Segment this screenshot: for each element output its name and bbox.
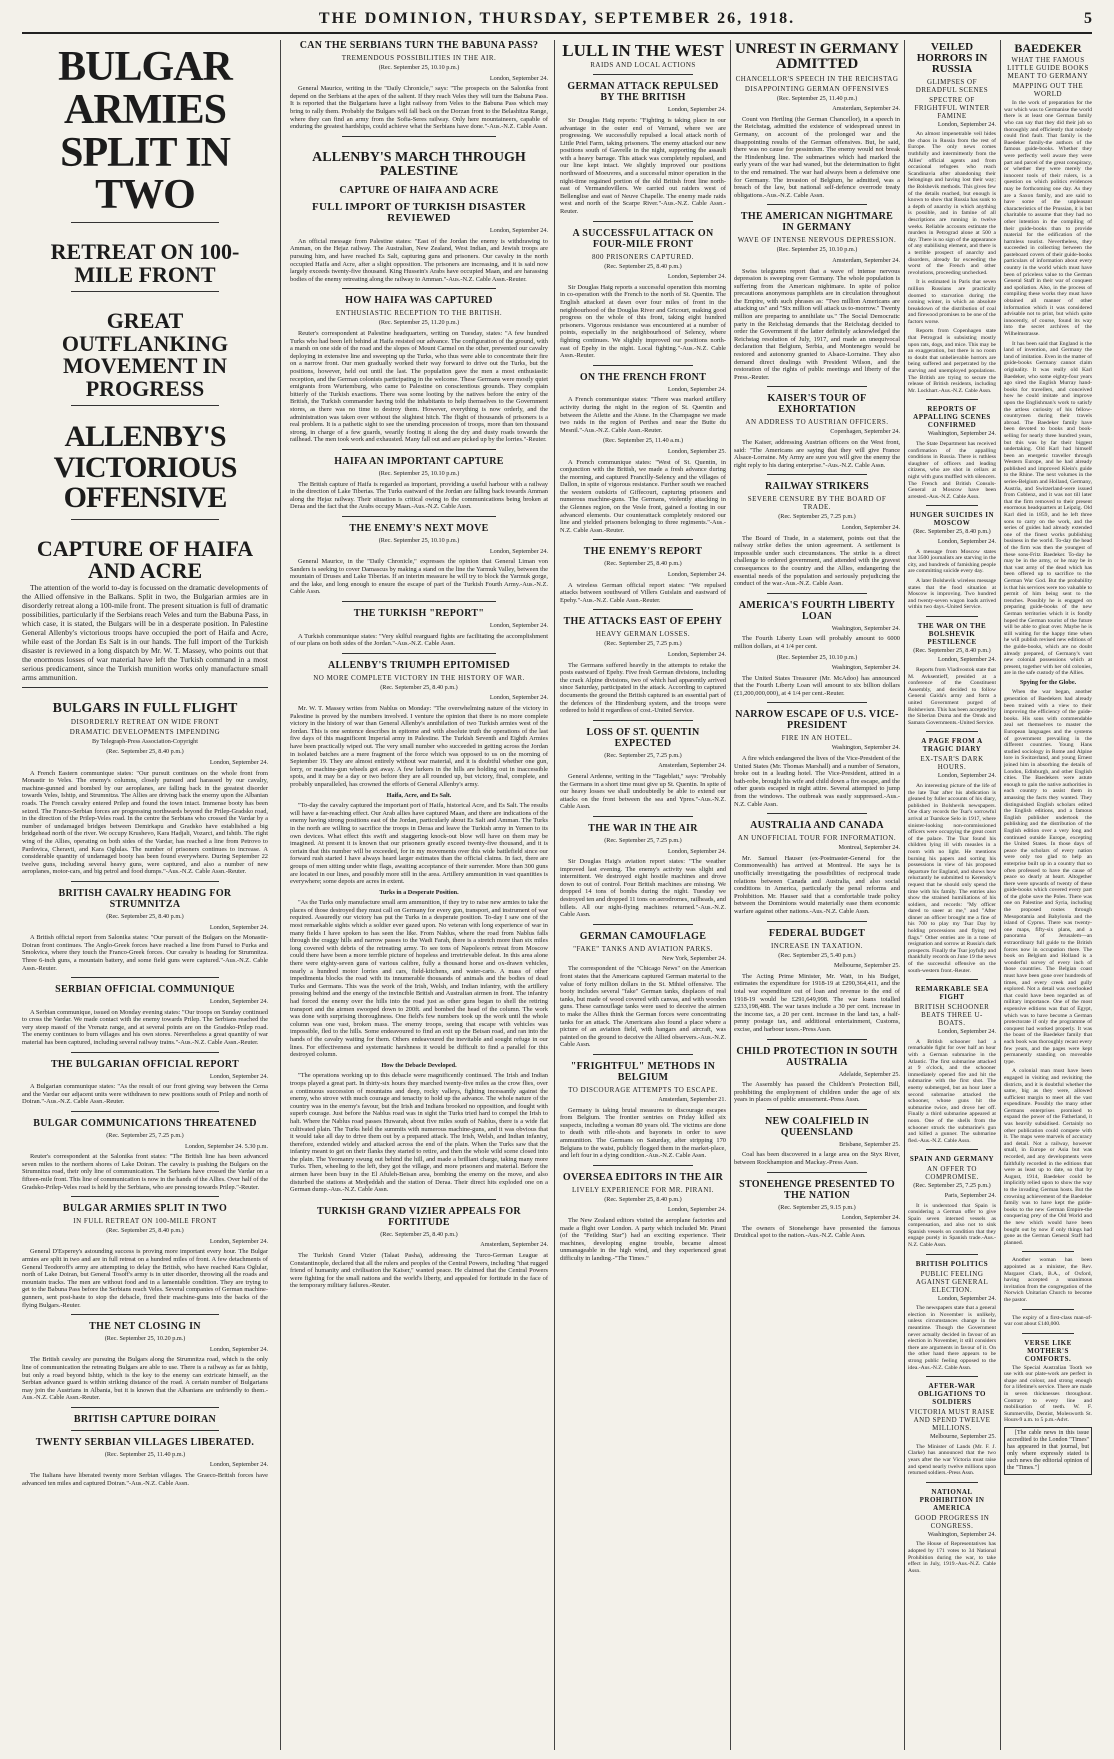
article-body: The Acting Prime Minister, Mr. Watt, in his Budget, estimates the expenditure for 1918-19 at £290,364,411, and the total war expenditure out of loan and revenue to the end of 1918-19 would be £291,649,998. The war loans totalled £233,198,488. The war taxes include a 30 per cent. increase in the income tax, a 20 per cent. increase in the land tax, a half-penny postage tax, and additional entertainment, Customs, excise, and harbour taxes.-Press Assn. bbox=[734, 972, 900, 1033]
dateline: Amsterdam, September 24. bbox=[480, 1241, 548, 1249]
dateline: Washington, September 24. bbox=[927, 1530, 996, 1538]
section-subhead: Turks in a Desperate Position. bbox=[379, 888, 459, 896]
dateline: London, September 24. bbox=[489, 694, 548, 702]
credit-line: By Telegraph-Press Association-Copyright bbox=[91, 737, 198, 745]
article-headline: THE TURKISH "REPORT" bbox=[353, 608, 485, 620]
article-headline: NARROW ESCAPE OF U.S. VICE-PRESIDENT bbox=[735, 709, 899, 732]
dateline: London, September 24. bbox=[667, 651, 726, 659]
dateline: London, September 24. bbox=[937, 656, 996, 664]
received-time: (Rec. September 25, 8.40 p.m.) bbox=[913, 646, 991, 654]
article-body: General Maurice, in the "Daily Chronicle," expresses the opinion that General Liman von Sanders is seeking to cover Damascus by making a stand on the line the Yarmuk Valley, between the mountain of Druses and Lake Tiberias. If an interim measure he will try to block the Yarmuk gorge, and the lake, and long enough to ensure the escape of part of the Turkish Fourth Army.-Aus.-N.Z. Cable Assn. bbox=[290, 558, 548, 596]
article-headline: A SUCCESSFUL ATTACK ON FOUR-MILE FRONT bbox=[572, 227, 714, 250]
article-body: The British capture of Haifa is regarded as important, providing a useful harbour with a railway in the direction of Lake Tiberias. The Turks eastward of the Jordan are falling back towards Amman along the Hejaz railway. Their situation is critical owing to the communications being broken at Deraa and the fact that the Arabs occupy Maan.-Aus.-N.Z. Cable Assn. bbox=[290, 480, 548, 511]
article-body: It is estimated in Paris that seven million Russians are practically doomed to starvation during the coming winter, in which an absolute breakdown of the distribution of coal and firewood promises to be one of the factors worse. bbox=[908, 279, 996, 325]
dateline: London, September 24. bbox=[667, 385, 726, 393]
dateline: London, September 24. bbox=[489, 74, 548, 82]
dateline: London, September 25. bbox=[667, 447, 726, 455]
dateline: London, September 24. bbox=[667, 847, 726, 855]
received-time: (Rec. September 25, 7.25 p.m.) bbox=[604, 836, 682, 844]
article-body: The newspapers state that a general election in November is unlikely, unless circumstances change in the meantime. Though the Government never actually decided in favour of an election in November, it still considers there are arguments in favour of it. On the other hand there appears to be strong public feeling opposed to the idea.-Aus.-N.Z. Cable Assn. bbox=[908, 1305, 996, 1371]
received-time: (Rec. September 25, 8.40 p.m.) bbox=[604, 1195, 682, 1203]
article-subhead: WHAT THE FAMOUS LITTLE GUIDE BOOKS MEANT TO GERMANY bbox=[1007, 56, 1089, 81]
article-subhead: LIVELY EXPERIENCE FOR MR. PIRANI. bbox=[572, 1185, 714, 1194]
dateline: Washington, September 24. bbox=[831, 744, 900, 752]
article-headline: THE WAR ON THE BOLSHEVIK PESTILENCE bbox=[917, 621, 987, 646]
article-subhead: GLIMPSES OF DREADFUL SCENES bbox=[915, 77, 989, 94]
article-body: The Turkish Grand Vizier (Talaat Pasha), addressing the Turco-German League at Constantinople, declared that all the rulers and peoples of the Central Powers, including "that rugged friend of humanity and civilisation the Kaiser," wanted peace. He claimed that the Central Powers were fighting for the small nations and the world's liberty, and appealed for fortitude in the face of the temporary military failures.-Reuter. bbox=[290, 1252, 548, 1290]
article-subhead: "FAKE" TANKS AND AVIATION PARKS. bbox=[573, 944, 713, 953]
article-subhead: DRAMATIC DEVELOPMENTS IMPENDING bbox=[69, 727, 221, 736]
dateline: Washington, September 24. bbox=[927, 430, 996, 438]
masthead bbox=[22, 10, 1092, 34]
article-body: The Fourth Liberty Loan will probably amount to 6000 million dollars, at 4 1/4 per cent. bbox=[734, 635, 900, 650]
received-time: (Rec. September 25, 8.40 p.m.) bbox=[106, 912, 184, 920]
article-body: General D'Esperey's astounding success is proving more important every hour. The Bulgar armies are split in two and are in full retreat on a hundred miles of front. A few detachments of General Teodoroff's army are attempting to delay the British, who have reached Kara Oglular, north of Lake Doiran, but General Tosoff's army is in utter disorder, throwing all the roads and mountain tracks. The men are without food and in a lamentable condition. They are trying to get to the Babuna Pass before the Serbians reach Veles. Several companies of German machine-gunners, sent post-haste to stop the debacle, fired their machine-guns into the backs of the flying Bulgars.-Reuter. bbox=[22, 1248, 268, 1309]
article-subhead: VICTORIA MUST RAISE AND SPEND TWELVE MILLIONS. bbox=[909, 1408, 995, 1433]
article-body: A colonial man must have been engaged in visiting and revisiting the districts, and it is doubtful whether the same, big as they were, allowed sufficient margin to meet all the vast expenditure. Possibly the many other Germans enterprises promised to expand the power of the Fatherland, it was heavily subsidised. Certainly no other publication could compete with it. The maps were marvels of accuracy and detail. Not a railway, however small, in Europe or Asia but was recorded, and any developments were faithfully recorded in the editions that were as least up to date, so that by August, 1914, Baedeker could be implicitly relied upon to show the way to the invading German hosts. But the crowning achievement of the Baedeker family was to have kept the guide-books to the new German Empire-the conquering prey of the Old World and the new which would have been bought out by now if only things had gone as the German General Staff had planned. bbox=[1004, 1068, 1092, 1246]
article-body: When the war began, another generation of Baedekers had already been trained with a view to their improving the efficiency of the guide-books. His sons with commendable zeal set themselves to master the European languages and the systems of government prevailing in the different countries. Young Hans studied sociology in Rome and Alpine lore in Switzerland, and young Ernest joined him in absorbing the details of London, Edinburgh, and other English cities. The Baedekers were astute enough to gain the native authorities in each country to assist them in amassing the facts they wanted. They distinguished English scholars edited the English editions, and a famous English publisher undertook the publishing and the distribution of the English edition over a very long and continued outside Europe, excepting the United States. In those days of peace the scholars of every nation were only too glad to help an enterprise built up in a country that so often professed to have the cause of peace so dearly at heart. Altogether there were upwards of twenty of these guide-books which covered every part of the globe save the Poles. There was one on Palestine and Syria, including the proposed routes through Mesopotamia and Babylonia and the island of Cyprus. There was twenty-one maps, fifty-six plans, and a panorama of Jerusalem—an extraordinary full guide to the British forces now in occupation there. The book on Belgium and Holland is a wonderful survey of every inch of those countries. The Belgian coast must have been gone over hundreds of times, and every creek and gully explored. Not a detail was overlooked that could have been regarded as of military importance. One of the most expensive editions was that of Egypt, which was to have become a German protectorate if only the programme of conquest had worked properly. It was the boast of the Baedeker family that each book was thoroughly recast every few years, and the pages were kept permanently standing on moveable type. bbox=[1004, 689, 1092, 1065]
article-body: A Bulgarian communique states: "As the result of our front giving way between the Cerna and the Vardar our adjacent units were withdrawn to new positions south of Prilep and north of Doiran."-Aus.-N.Z. Cable Assn.-Reuter. bbox=[22, 1083, 268, 1106]
dateline: London, September 24. bbox=[667, 1206, 726, 1214]
received-time: (Rec. September 25, 7.25 p.m.) bbox=[913, 1182, 991, 1190]
article-body: The owners of Stonehenge have presented the famous Druidical spot to the nation.-Aus.-N.Z. Cable Assn. bbox=[734, 1224, 900, 1240]
dateline: Amsterdam, September 21. bbox=[658, 1095, 726, 1103]
dateline: London, September 24. bbox=[667, 106, 726, 114]
received-time: (Rec. September 25, 7.25 p.m.) bbox=[106, 1132, 184, 1140]
article-body: A French communique states: "There was marked artillery activity during the night in the region of St. Quentin and between the Ailette and the Aisne. In the Champagne we made two raids in the region of Perthes and near the Butte du Mesnil."-Aus.-N.Z. Cable Assn.-Reuter. bbox=[560, 396, 726, 434]
article-headline: BRITISH POLITICS bbox=[915, 1259, 989, 1268]
dateline: London, September 24. bbox=[937, 537, 996, 545]
article-body: Reports from Vladivostok state that M. Avksentieff, presided at a conference of the Constituent Assembly, and decided to follow General Gaida's army and form a united Government purged of Bolshevism. This has been accepted by the Siberian Duma and the Omsk and Samara Governments.-United Service. bbox=[908, 667, 996, 726]
article-headline: ON THE FRENCH FRONT bbox=[579, 371, 707, 383]
article-headline: THE ENEMY'S REPORT bbox=[583, 546, 703, 558]
article-headline: THE NET CLOSING IN bbox=[89, 1321, 201, 1333]
received-time: (Rec. September 25, 5.40 p.m.) bbox=[778, 951, 856, 959]
article-subhead: BRITISH SCHOONER BEATS THREE U-BOATS. bbox=[914, 1003, 990, 1028]
column-rule bbox=[904, 40, 905, 1750]
dateline: Amsterdam, September 24. bbox=[658, 762, 726, 770]
article-body: Sir Douglas Haig's aviation report states: "The weather improved last evening. The enemy's activity was slight and intermittent. We destroyed eight hostile machines and drove down to out of control. Four British machines are missing. We dropped 14 tons of bombs during the night. Tuesday we destroyed ten and dropped 11 tons on aerodromes, railheads, and billets. All our night-flying machines returned."-Aus.-N.Z. Cable Assn. bbox=[560, 858, 726, 919]
received-time: (Rec. September 25, 8.40 p.m.) bbox=[106, 748, 184, 756]
article-headline: VERSE LIKE MOTHER'S COMFORTS. bbox=[1024, 1338, 1072, 1363]
article-body: Another woman has been appointed as a minister, the Rev. Margaret Clark, B.A., of Oxford, having accepted a unanimous invitation from the congregation of the Norwich Unitarian Church to become the pastor. bbox=[1004, 1257, 1092, 1303]
article-headline: FEDERAL BUDGET bbox=[768, 927, 866, 939]
article-subhead: DISORDERLY RETREAT ON WIDE FRONT bbox=[70, 717, 220, 726]
article-headline: KAISER'S TOUR OF EXHORTATION bbox=[767, 393, 867, 416]
article-body: A later Bolshevik wireless message states that the food situation at Moscow is improving. Two hundred and twenty-seven wagon loads arrived within two days.-United Service. bbox=[908, 577, 996, 611]
dateline: London, September 24. bbox=[209, 759, 268, 767]
received-time: (Rec. September 25, 11.20 p.m.) bbox=[378, 319, 460, 327]
section-subhead: Haifa, Acre, and Es Salt. bbox=[386, 791, 452, 799]
editorial-note: [The cable news in this issue accredited to the London "Times" has appeared in that journal, but only where expressly stated is such news the editorial opinion of the "Times."] bbox=[1004, 1427, 1092, 1475]
column-4 bbox=[734, 40, 900, 1750]
article-body: "The operations working up to this debacle were magnificently continued. The Irish and Indian troops played a great part. In thirty-six hours they marched twenty-five miles as the crow flies, over a continuous succession of mountains and deep, rocky valleys, fighting incessantly against the enemy, who strove with much courage and tenacity to hold up the advance. The whole nature of the country was in the enemy's favour, but the Irish and Indians brooked no opposition, and fought with superb courage. Just before the Nablus road was in sight the Turks tried hard to compel the Irish to halt. Where the Nablus road passes Huwarah, about five miles south of Nablus, there is a wide flat cultivated plain. The Turks held the summits with numerous machine-guns, and it was obvious that it would take all day to drive them out by a prepared attack. The Irish, Welsh, and Indian infantry, therefore, extended widely and attacked across the end of the plain. When the Turks saw that the infantry meant to get on their flanks they started to retire, and then the whole wild scene closed into the plain. The Yeomanry swung out behind the hill, and made a brilliant charge, taking many more Turks. Then, wheeling to the left, they got the village, and more prisoners and material. Before the airmen have been busy in the El Afuleh-Beisan area, bombing the enemy on the move, and also disturbed the stations at Medjeddah and the station of Deraa. Their direct hits exploded one on a German dump.-Aus.-N.Z. Cable Assn. bbox=[290, 1072, 548, 1194]
dateline: Melbourne, September 25. bbox=[930, 1433, 996, 1441]
dateline: Washington, September 24. bbox=[831, 664, 900, 672]
received-time: (Rec. September 25, 10.10 p.m.) bbox=[776, 653, 858, 661]
column-rule bbox=[1000, 40, 1001, 1750]
article-headline: AUSTRALIA AND CANADA bbox=[750, 820, 884, 832]
article-headline: AMERICA'S FOURTH LIBERTY LOAN bbox=[738, 599, 896, 622]
dateline: London, September 24. bbox=[841, 523, 900, 531]
column-5 bbox=[908, 40, 996, 1750]
column-rule bbox=[280, 40, 281, 1750]
dateline: Paris, September 24. bbox=[944, 1191, 996, 1199]
article-body: The State Department has received confirmation of the appalling conditions in Russia. There is ruthless slaughter of officers and leading citizens, who are shot in cellars at night with guns muffled with silencers. The French and British Consuls-General at Moscow have been arrested.-Aus.-N.Z. Cable Assn. bbox=[908, 441, 996, 500]
page-number: 5 bbox=[1084, 10, 1092, 27]
article-body: Mr. W. T. Massey writes from Nablus on Monday: "The overwhelming nature of the victory in Palestine is proved by the numbers involved. I venture the opinion that there is no more complete victory in the history of war than General Allenby's annihilation of two Turkish armies west of the Jordan. This is one sentence describes in epitome and with absolute truth the operations of the last five days of this magnificent Imperial army in Palestine. The Turkish Seventh and Eighth Armies have been practically wiped out. The very small number who succeeded in getting across the Jordan in isolated batches are a mere fragment of the force which was opposed to us on the morning of September 19. They are almost entirely without war material, and it is doubtful whether one gun, lorry, or machine-gun wheels got away. A few lurkers in the hills are holding out in inaccessible spots, and it may be a day or two before they are all rounded up, but victory, final, complete, and probably unparalleled, has crowned the efforts of General Allenby's army. bbox=[290, 705, 548, 788]
article-body: "To-day the cavalry captured the important port of Haifa, historical Acre, and Es Salt. The results will have a far-reaching effect. Our Arab allies have captured Maan, and there are indications of the enemy having strong positions east of the Jordan, particularly about Es Salt and Amman. The Turks in the north are willing to sacrifice the troops in Deraa and leave the Turkish army in Yemen to its own devices. What effect this swift and staggering knock-out blow will have on them may be imagined. At present it is known that our prisoners greatly exceed twenty-five thousand, and it is certain that this number will be exceeded, for in my movements over this wide battlefield since our forward rush started I have always heard larger estimates than the official claims. In fact, there are groups of men sitting under white flags, awaiting acceptance of their surrender. More than 300 guns are located in our lines, and possibly more still in the area. Artillery ammunition in vast quantities is everywhere; some depots are acres in extent. bbox=[290, 802, 548, 886]
article-headline: UNREST IN GERMANY ADMITTED bbox=[735, 41, 899, 73]
article-body: General Ardenne, writing in the "Tageblatt," says: "Probably the Germans in a short time must give up St. Quentin. In spite of our heavy losses we shall undoubtedly be able to extend our attacks on the front between the sea and Ypres."-Aus.-N.Z. Cable Assn. bbox=[560, 772, 726, 811]
article-headline: NATIONAL PROHIBITION IN AMERICA bbox=[919, 1487, 985, 1512]
dateline: London, September 24. bbox=[937, 1294, 996, 1302]
article-headline: TWENTY SERBIAN VILLAGES LIBERATED. bbox=[35, 1436, 255, 1448]
article-body: A British official report from Salonika states: "Our pursuit of the Bulgars on the Monastir-Doiran front continues. The Anglo-Greek forces have reached a line from Fursel to Furka and Smokvica, where they touch the Franco-Greek forces. Our cavalry is heading for Strumnitza. Three 6-inch guns, a mountain battery, and some field guns were captured."-Aus.-N.Z. Cable Assn.-Reuter. bbox=[22, 934, 268, 972]
article-body: The House of Representatives has adopted by 171 votes to 34 National Prohibition during the war, to take effect in July, 1919.-Aus.-N.Z. Cable Assn. bbox=[908, 1541, 996, 1574]
article-body: An official message from Palestine states: "East of the Jordan the enemy is withdrawing to Amman, on the Hejaz railway. The Australian, New Zealand, West Indian, and Jewish troops are pursuing him, and have reached Es Salt, capturing guns and prisoners. Our cavalry in the north occupied Haifa and Acre, after a slight opposition. The prisoners are increasing, and it is said now largely exceeds twenty-five thousand. King Hussein's Arabs have occupied Maan, and are harassing bodies of the enemy retreating along the railway to Amman."-Aus.-N.Z. Cable Assn.-Reuter. bbox=[290, 237, 548, 283]
dateline: London, September 24. bbox=[489, 227, 548, 235]
dateline: London, September 24. bbox=[667, 273, 726, 281]
article-headline: ALLENBY'S MARCH THROUGH PALESTINE bbox=[312, 149, 526, 180]
article-subhead: INCREASE IN TAXATION. bbox=[770, 941, 864, 950]
article-headline: REPORTS OF APPALLING SCENES CONFIRMED bbox=[913, 405, 991, 430]
dateline: Copenhagen, September 24. bbox=[830, 428, 900, 436]
article-body: Sir Douglas Haig reports: "Fighting is taking place in our advantage in the outer end of Verrand, where we are progressing. We successfully repulsed a local attack north of Little Priel Farm, taking prisoners. The enemy attacked our new positions south of Gavrelle in the night, supporting the assault with a heavy barrage. This attack was completely repulsed, and our line kept intact. We slightly improved our positions northward of Moeuvres, and a successful minor operation in the night-time regained portion of the old British front line north-east of Vermandovillers. We carried out raiders west of Bellenglise and east of Neuve Chapelle. The enemy made raids west and north of the Scarpe River."-Aus.-N.Z. Cable Assn.-Reuter. bbox=[560, 116, 726, 216]
dateline: London, September 24. bbox=[209, 1237, 268, 1245]
column-rule bbox=[554, 40, 555, 1750]
column-rule bbox=[730, 40, 731, 1750]
section-subhead: How the Debacle Developed. bbox=[381, 1061, 457, 1069]
dateline: London, September 24. bbox=[209, 1461, 268, 1469]
dateline: London, September 24. bbox=[209, 1072, 268, 1080]
article-subhead: CHANCELLOR'S SPEECH IN THE REICHSTAG bbox=[735, 74, 899, 83]
article-body: A fire which endangered the lives of the Vice-President of the United States (Mr. Thomas Marshall) and a number of Senators, broke out in a leading hotel. The Vice-President, attired in a bath-robe, brought his wife and child down a fire escape, and the other guests escaped in night attire. Several attempted to jump from the windows. The outbreak was easily suppressed.-Aus.-N.Z. Cable Assn. bbox=[734, 755, 900, 808]
received-time: (Rec. September 25, 8.40 p.m.) bbox=[380, 683, 458, 691]
article-headline: OVERSEA EDITORS IN THE AIR bbox=[562, 1171, 724, 1183]
dateline: London, September 24. bbox=[209, 923, 268, 931]
received-time: (Rec. September 25, 10.10 p.m.) bbox=[378, 536, 460, 544]
article-headline: RAILWAY STRIKERS bbox=[764, 481, 869, 493]
article-body: The United States Treasurer (Mr. McAdoo) has announced that the Fourth Liberty Loan will amount to six billion dollars (£1,200,000,000), at 4 1/4 per cent.-Reuter. bbox=[734, 674, 900, 697]
dateline: Amsterdam, September 24. bbox=[832, 256, 900, 264]
article-subhead: HEAVY GERMAN LOSSES. bbox=[595, 630, 691, 639]
dateline: London, September 24. bbox=[937, 120, 996, 128]
article-subhead: TREMENDOUS POSSIBILITIES IN THE AIR. bbox=[341, 54, 497, 62]
dateline: New York, September 24. bbox=[662, 954, 726, 962]
article-body: It has been said that England is the land of invention, and Germany the land of imitation. Even in the matter of guide-books Germany cannot claim originality. It was really old Karl Baedeker, who some eighty-four years ago sired the English Murray hand-books for travellers, and conceived how he could imitate and improve upon the Englishman's work to satisfy the artless curiosity of his fellow-countrymen during their travels abroad. The Baedeker family have been devoted to books and book-selling for nearly three hundred years, but this was by far their biggest undertaking. Old Karl had himself been an energetic traveller through Western Europe, and he had already published and improved Klein's guide to the Rhine. The next volumes in the series-Belgium and Holland, Germany, Austria, and Switzerland-were issued from Coblenz, and it was not till later that the firm removed to their present enormous headquarters at Leipzig. Old Karl died in 1859, and he left three sons to carry on the work, and the series of guides had already extended one of the finest works publishing business in the world. To-day the head of the firm was then the youngest of these sons-Fritz Baedeker. To-day he may be in the army, or he may be in that vast army of the dead which has been offered up to sacrifice to the German War God. But the probability is that his services were too valuable to permit of him being sent to the trenches. Possibly he is engaged on preparing guide-books of the new German territories which it is fondly hoped the German tourist of the future will be able to gloat over. Maybe he is still waiting for the happy time when he will publish revised new editions of the guide-books, which are no doubt already prepared, of Germany's vast new colonial possessions which at present, together with her old colonies, are in the safe custody of the Allies. bbox=[1004, 340, 1092, 677]
article-headline: THE ATTACKS EAST OF EPEHY bbox=[563, 616, 723, 628]
article-headline: GERMAN ATTACK REPULSED BY THE BRITISH bbox=[567, 81, 719, 104]
article-subhead: 800 PRISONERS CAPTURED. bbox=[592, 252, 694, 261]
article-subhead: AN UNOFFICIAL TOUR FOR INFORMATION. bbox=[737, 834, 897, 843]
article-headline: HUNGER SUICIDES IN MOSCOW bbox=[909, 511, 995, 528]
dateline: London, September 24. bbox=[209, 1345, 268, 1353]
article-headline: REMARKABLE SEA FIGHT bbox=[915, 985, 989, 1002]
article-headline: VEILED HORRORS IN RUSSIA bbox=[916, 41, 988, 76]
article-subhead: AN OFFER TO COMPROMISE. bbox=[925, 1165, 979, 1182]
article-body: Reuter's correspondent at Palestine headquarters, writing on Tuesday, states: "A few hundred Turks who had been left behind at Haifa resisted our advance. The configuration of the ground, with a marsh on one side of the road and the slopes of Mount Carmel on the other, prevented our cavalry deploying in extensive line and sweeping up the Turks, who thus were able to concentrate their fire on a narrow front. Our men gradually worked their way forward to drive out the Turks, but the positions, however, held out until the last. The population gave the men a most enthusiastic reception, and the German colonists participating in the welcome. These Germans were mostly quiet emigrants from Wurtemburg, who came to Palestine on conscientious grounds. They complain bitterly of the Turkish exactions. There was some looting by the natives before the entry of the British, the Turkish commander having told the inhabitants to help themselves to the Government stores, as there was no time to destroy them. However, everything is now orderly, and the administration was taken over without the slightest hitch. The flight of thousands of prisoners is a real problem. It is a pathetic sight to see the unending procession of troops, more than ten thousand strong, in charge of a few guards, wearily footing it along the dry and dusty roads towards the railhead. The men took work and exhausted. Many fall out and are picked up by the lorries."-Reuter. bbox=[290, 330, 548, 444]
article-body: The British cavalry are pursuing the Bulgars along the Strumnitza road, which is the only line of communication the retreating Bulgars are able to use. There is a railway as far as Ishtip, but only a road beyond Ishtip, which is the key to the enemy can extricate himself, as the Serbian advance guard is within striking distance of the road. A certain number of Bulgarians may join the Austrians in Albania, but it is known that the Albanians are unfriendly to them.-Aus.-N.Z. Cable Assn.-Reuter. bbox=[22, 1356, 268, 1402]
article-body: A Serbian communique, issued on Monday evening states: "Our troops on Sunday continued to cross the Vardar. We made contact with the enemy towards Prilep. The Serbians reached the very steep massif of the Vrenatz range, and at several points are on the Gradsko-Prilep road. The enemy continues to burn villages and his own stores. Nevertheless a great quantity of war material has been captured, including several railway trains."-Aus.-N.Z. Cable Assn.-Reuter. bbox=[22, 1008, 268, 1047]
article-headline: ALLENBY'S TRIUMPH EPITOMISED bbox=[328, 659, 510, 671]
article-headline: A PAGE FROM A TRAGIC DIARY bbox=[921, 737, 983, 754]
article-headline: GERMAN CAMOUFLAGE bbox=[579, 930, 707, 942]
article-body: The Germans suffered heavily in the attempts to retake the posts eastward of Epehy. Five fresh German divisions, including the crack Alpine divisions, two of which had apparently arrived since Saturday, participated in the attack. According to captured documents the ground the British captured is an essential part of the defences of the Hindenburg system, and the troops were ordered to hold it regardless of cost.-United Service. bbox=[560, 661, 726, 715]
article-subhead: MAPPING OUT THE WORLD bbox=[1012, 82, 1084, 99]
received-time: (Rec. September 25, 8.40 p.m.) bbox=[604, 262, 682, 270]
sub-headline: GREAT OUTFLANKING MOVEMENT IN PROGRESS bbox=[61, 308, 229, 401]
article-body: The Board of Trade, in a statement, points out that the railway strike defies the union agreement. A settlement is impossible under such circumstances. The strike is a direct challenge to ordered government, and attended with the gravest consequences to the country and the Allies, endangering the essential needs of the population and seriously prejudicing the conduct of the war.-Aus.-N.Z. Cable Assn. bbox=[734, 534, 900, 588]
received-time: (Rec. September 25, 11.40 a.m.) bbox=[602, 437, 683, 445]
article-body: The New Zealand editors visited the aeroplane factories and made a flight over London. A party which included Mr. Pirani (of the "Feilding Star") had an exciting experience. Their machines, developing engine trouble, became almost unmanageable in the high wind, and they experienced great difficulty in landing.-"The Times." bbox=[560, 1216, 726, 1262]
article-body: The Minister of Lands (Mr. F. J. Clarke) has announced that the two years after the war Victoria must raise and spend nearly twelve millions upon returned soldiers.-Press Assn. bbox=[908, 1443, 996, 1477]
article-body: "As the Turks only manufacture small arm ammunition, if they try to raise new armies to take the places of those destroyed they must call on Germany for every gun, transport, and instrument of war required. Assuredly our victory has put the Turks in a desperate position. To-day I saw one of the most remarkable sights which a soldier ever gazed upon. No veteran with long experience of war in many fields I have spoken to has seen the like. From Nablus, where the road from Nablus falls through the craggy hills and narrow passes to the Wadi Farah, there is a stretch more than six miles long covered with debris of the retreating army. To see tons of Napoleon's retreat from Moscow could there have been a more terrible picture of hopeless and irretrievable defeat. In this area alone there were eighty-seven guns of various calibre, fully a thousand horse and ox-drawn vehicles, nearly a hundred motor lorries and cars, field-kitchens, and water-carts. A mass of other impedimenta blocks the road with its innumerable thousands of animals and the bodies of dead Turks and Germans. This was the work of the Irish, Welsh, and Indian infantry, with the artillery pressing behind and the energy of the invincible British and Australian airmen in front. The infantry had forced the enemy over the hills into the road just as other guns began to shell the retiring transport and the airmen swooped down to 200ft. and bombed the head of the column. The work was done with surprising thoroughness. One field's few numbers took up the work until the whole column was one vast, broken mass. The enemy troops, seeing that escape with vehicles was impossible, fled to the hills. Some endeavoured to find an exit up the Beisan road, and ran into the hands of the cavalry waiting for them. Others endeavoured the inevitable and sought refuge in our lines. For effectiveness and systematic harshness it would be difficult to find a parallel for this destroyed column. bbox=[290, 899, 548, 1059]
received-time: (Rec. September 25, 11.40 p.m.) bbox=[776, 94, 858, 102]
article-headline: THE WAR IN THE AIR bbox=[588, 822, 698, 834]
column-3 bbox=[560, 40, 726, 1750]
article-body: The Italians have liberated twenty more Serbian villages. The Graeco-British forces have advanced ten miles and captured Doiran."-Aus.-N.Z. Cable Assn. bbox=[22, 1472, 268, 1487]
dateline: Melbourne, September 25. bbox=[834, 962, 900, 970]
received-time: (Rec. September 25, 8.40 p.m.) bbox=[913, 528, 991, 536]
received-time: (Rec. September 25, 8.40 p.m.) bbox=[106, 1227, 184, 1235]
article-headline: LULL IN THE WEST bbox=[562, 41, 724, 60]
article-body: A Turkish communique states: "Very skilful rearguard fights are facilitating the accomplishment of our plans on both sides of the Jordan."-Aus.-N.Z. Cable Assn. bbox=[290, 632, 548, 648]
dateline: Washington, September 24. bbox=[831, 624, 900, 632]
article-headline: STONEHENGE PRESENTED TO THE NATION bbox=[739, 1178, 895, 1201]
article-body: Reports from Copenhagen state that Petrograd is subsisting mostly upon rats, dogs, and mice. This may be an exaggeration, but there is no room to doubt that unbelievable horrors are being suffered and perpetrated by the starving and unemployed populations. The British are trying to secure the release of British residents, including Mr. Lockhart.-Aus.-N.Z. Cable Assn. bbox=[908, 328, 996, 394]
received-time: (Rec. September 25, 8.40 p.m.) bbox=[604, 560, 682, 568]
received-time: (Rec. September 25, 7.25 p.m.) bbox=[604, 640, 682, 648]
article-headline: THE AMERICAN NIGHTMARE IN GERMANY bbox=[740, 211, 894, 234]
article-body: Germany is taking brutal measures to discourage escapes from Belgium. The frontier sentries on Friday killed six suspects, including a woman 80 years old. The victims are done to death with rifle-shots and bayonets in order to save ammunition. The Germans on Saturday, after stripping 170 Belgians to the waist, publicly flogged them in the market-place, and left four in a dying condition.-Aus.-N.Z. Cable Assn. bbox=[560, 1106, 726, 1160]
article-subhead: TO DISCOURAGE ATTEMPTS TO ESCAPE. bbox=[568, 1085, 718, 1094]
dateline: London, September 24. bbox=[209, 998, 268, 1006]
article-subhead: WAVE OF INTENSE NERVOUS DEPRESSION. bbox=[737, 236, 897, 245]
article-subhead: EX-TSAR'S DARK HOURS. bbox=[920, 755, 984, 772]
dateline: London, September 24. bbox=[937, 1028, 996, 1036]
article-body: An almost impenetrable veil hides the chaos in Russia from the rest of Europe. The only news comes truthfully and intermittently from the Allies' official agents and from occasional refugees who reach Scandinavia after abandoning their belongings and having lost their way; the Bolshevik methods. This gives few of the details reached, but enough is known to show that Russia has sunk to a depth of anarchy in which anything is possible, and in famine of all descriptions are running in twelve weeks. Reliable accounts estimate the murders in Petrograd alone at 500 a day. There is no sign of the appearance of any stabilising element, and there is a terrible prospect of anarchy and disorders, already far exceeding the worst of the French and other revolutions, proceeding unchecked. bbox=[908, 131, 996, 276]
article-headline: CAN THE SERBIANS TURN THE BABUNA PASS? bbox=[299, 40, 539, 51]
article-subhead: AN ADDRESS TO AUSTRIAN OFFICERS. bbox=[745, 418, 889, 427]
article-body: It is understood that Spain is considering a German offer to give Spain seven interned vessels as compensation, and also not to sink Spanish vessels on condition that they engage purely in Spanish trade.-Aus.-N.Z. Cable Assn. bbox=[908, 1202, 996, 1249]
sub-headline: ALLENBY'S VICTORIOUS OFFENSIVE bbox=[53, 419, 237, 515]
dateline: Amsterdam, September 24. bbox=[832, 105, 900, 113]
article-headline: CHILD PROTECTION IN SOUTH AUSTRALIA bbox=[736, 1045, 898, 1068]
article-body: Sir Douglas Haig reports a successful operation this morning in co-operation with the French to the north of St. Quentin. The English attacked at dawn over four miles of front in the neighbourhood of the Douglas River and Gricourt, making good progress on the whole of this front, taking eight hundred prisoners. Vigorous resistance was encountered at a number of points, especially in the neighbourhood of Selency, where fighting continues. We slightly improved our positions north-east of Epehy in the night. Local fighting."-Aus.-N.Z. Cable Assn.-Reuter. bbox=[560, 283, 726, 360]
masthead-title: THE DOMINION, THURSDAY, SEPTEMBER 26, 1918. bbox=[318, 10, 796, 27]
article-subhead: PUBLIC FEELING AGAINST GENERAL ELECTION. bbox=[915, 1269, 989, 1294]
article-headline: BRITISH CAPTURE DOIRAN bbox=[73, 1413, 217, 1425]
article-body: The Assembly has passed the Children's Protection Bill, prohibiting the employment of children under the age of six years in places of public amusement.-Press Assn. bbox=[734, 1081, 900, 1104]
section-subhead: Spying for the Globe. bbox=[1019, 678, 1077, 686]
article-body: A message from Moscow states that 3500 journalists are starving in the city, and hundreds of famishing people are committing suicide every day. bbox=[908, 548, 996, 575]
dateline: Montreal, September 24. bbox=[838, 844, 900, 852]
dateline: London, September 24. bbox=[667, 571, 726, 579]
received-time: (Rec. September 25, 10.20 p.m.) bbox=[104, 1335, 186, 1343]
column-2 bbox=[290, 40, 548, 1750]
article-body: Count von Hertling (the German Chancellor), in a speech in the Reichstag, admitted the existence of widespread unrest in Germany, on account of the prolonged war and the disappointing results of the German offensives. But, he said, there was no cause for pessimism. The enemy would not break the Hindenburg line. The submarines which had marked the early years of the war had waned, but the determination to fight to the end remained. The war had always been a defensive one for Germany. The invasion of Belgium, he admitted, was a breach of the law, but national self-defence overrode treaty obligations.-Aus.-N.Z. Cable Assn. bbox=[734, 115, 900, 199]
article-body: A French communique states: "West of St. Quentin, in conjunction with the British, we made a fresh advance during the morning, and captured Francilly-Selency and the villages of Dallon, in spite of vigorous resistance. Further south we reached the western outskirts of Giffecourt, capturing prisoners and numerous machine-guns. The Germans, violently attacking in the Glennes region, on the Vesle front, gained a footing in our advanced elements. Our counterattack completely restored our line and yielded prisoners belonging to three regiments."-Aus.-N.Z. Cable Assn.-Reuter. bbox=[560, 458, 726, 534]
dateline: London, September 24. bbox=[489, 547, 548, 555]
article-headline: THE ENEMY'S NEXT MOVE bbox=[349, 522, 489, 534]
article-body: An interesting picture of the life of the late Tsar after his abdication is gleaned by fuller accounts of his diary, published in Bolshevik newspapers. One diary records the Tsar's sorrowful arrival at Tsarskoe Selo in 1917, where sinister-looking non-commissioned officers were occupying the great court of the palace. The Tsar found his children lying ill with measles in a room with no light. He mentions burning his papers and sorting his possessions in view of his proposed departure for England, and shows how reluctantly he submitted to Kerensky's request that he should only spend the time with his family. The entries also show the strained humiliations of his soldiers, and records: "My officer dared to sneer at me," and "After dinner an officer brought me a fine of his 700 to play my Tsar Day by holding processions and flying red flags." Other entries are in a tone of resignation and sorrow at Russia's dark prospects. Finally the Tsar joyfully and thankfully records on June 19 the news of the successful offensive on the south-western front.-Reuter. bbox=[908, 783, 996, 974]
received-time: (Rec. September 25, 7.25 p.m.) bbox=[604, 751, 682, 759]
article-body: The expiry of a first-class man-of-war cost about £140,000. bbox=[1004, 1314, 1092, 1328]
article-subhead: ENTHUSIASTIC RECEPTION TO THE BRITISH. bbox=[335, 309, 503, 318]
article-body: Reuter's correspondent at the Salonika front states: "The British line has been advanced seven miles to the northern shores of Lake Doiran. The cavalry is pushing the Bulgars on the Strumnitza road, their only line of communication. The Serbians have crossed the Vardar on a fifteen-mile front. This line of communication is now in the hands of the Allies. Over half of the Gradsko-Prilep-Veles road is held by the Serbians, who are pressing towards Prilep."-Reuter. bbox=[22, 1153, 268, 1191]
received-time: (Rec. September 25, 10.10 p.m.) bbox=[378, 64, 460, 71]
article-body: The Special Australian Tooth we use with our plate-work are perfect in shape and colour, and strong enough for a lifetime's service. There are made in seven thicknesses throughout. Contrary to every line and mobilisation of teeth. W. F. Summerville, Dentist, Molesworth St. Hours-9 a.m. to 5 p.m.-Advt. bbox=[1004, 1364, 1092, 1424]
main-headline: BULGAR ARMIES SPLIT IN TWO bbox=[58, 44, 232, 219]
article-body: General Maurice, writing in the "Daily Chronicle," says: "The prospects on the Salonika front depend on the Serbians at the apex of the salient. If they reach Veles they will turn the Babuna Pass. It is reported that the Bulgarians have a light railway from Veles to the Babuna Pass which may bring to rally them. Probably the Bulgars will fall back on the Dorzan front to the Belashitza Range, where they can find an army from the Sofia-Seres railway. Only here mountaineers, capable of enduring the greatest hardships, could achieve what the Serbians have done."-Aus.-N.Z. Cable Assn. bbox=[290, 85, 548, 131]
article-headline: SERBIAN OFFICIAL COMMUNIQUE bbox=[55, 984, 235, 996]
article-headline: BRITISH CAVALRY HEADING FOR STRUMNITZA bbox=[58, 887, 232, 910]
article-body: The correspondent of the "Chicago News" on the American front states that the Americans captured German material to the value of forty million dollars in the St. Mihiel offensive. The booty includes several "fake" German tanks, displaces of real tanks, but made of wood covered with canvas, and with wooden guns. These camouflage tanks were used to deceive the airmen to make the Allies think the German forces were concentrating tanks for an attack. The Americans also found a place where a picture of an aviation field, with hangars and aircraft, was painted on the ground to deceive the Allied observers.-Aus.-N.Z. Cable Assn. bbox=[560, 965, 726, 1049]
article-body: The Kaiser, addressing Austrian officers on the West front, said: "The Americans are saying that they will give France Alsace-Lorraine. My Army are sure you will give the enemy the right reply to his daring enterprise."-Aus.-N.Z. Cable Assn. bbox=[734, 439, 900, 469]
received-time: (Rec. September 25, 11.40 p.m.) bbox=[104, 1450, 186, 1458]
article-headline: NEW COALFIELD IN QUEENSLAND bbox=[764, 1115, 870, 1138]
dateline: London, September 24. bbox=[489, 622, 548, 630]
article-subhead: NO MORE COMPLETE VICTORY IN THE HISTORY OF WAR. bbox=[313, 673, 525, 682]
article-subhead: SEVERE CENSURE BY THE BOARD OF TRADE. bbox=[747, 495, 887, 512]
dateline: Adelaide, September 25. bbox=[838, 1070, 900, 1078]
article-body: Swiss telegrams report that a wave of intense nervous depression is sweeping over Germany. The whole population is suffering from the American nightmare. In spite of police precautions anonymous pamphlets are in circulation throughout the Empire, with such phrases as: "Two million Americans are attacking us" and "Six million will attack us to-morrow." Twenty million are preparing to annihilate us." The Social Democratic party in the Reichstag demands that the Reichstag decided to order the Government if the latter definitely acknowledged the Reichstag resolution of July, 1917, and made an unequivocal declaration that Belgium, Serbia, and Montenegro would be restored and autonomy granted to Alsace-Lorraine. They also demand direct dealings with President Wilson, and the restoration of the rights of public meetings and liberty of the Press.-Reuter. bbox=[734, 267, 900, 381]
article-headline: BAEDEKER bbox=[1014, 41, 1082, 55]
article-subhead: CAPTURE OF HAIFA AND ACRE bbox=[339, 185, 499, 197]
article-subhead: DISAPPOINTING GERMAN OFFENSIVES bbox=[744, 84, 890, 93]
received-time: (Rec. September 25, 8.40 p.m.) bbox=[380, 1230, 458, 1238]
article-headline: TURKISH GRAND VIZIER APPEALS FOR FORTITUDE bbox=[317, 1205, 521, 1228]
article-headline: BULGAR COMMUNICATIONS THREATENED bbox=[33, 1118, 257, 1130]
article-body: A British schooner had a remarkable fight for over half an hour with a German submarine in the Atlantic. The first submarine attacked at 9 o'clock, and the schooner immediately opened fire and hit the submarine with the first shot. The enemy submerged, but an hour later a second submarine attacked the schooner, whose guns hit the submarine twice, and drove her off. Finally a third submarine appeared at noon. One of the shells from the schooner struck the submarine's gun and killed a gunner. The submarine fled.-Aus.-N.Z. Cable Assn. bbox=[908, 1038, 996, 1144]
received-time: (Rec. September 25, 9.15 p.m.) bbox=[778, 1203, 856, 1211]
dateline: London, September 24. bbox=[937, 772, 996, 780]
sub-headline: CAPTURE OF HAIFA AND ACRE bbox=[36, 535, 254, 584]
article-subhead: SPECTRE OF FRIGHTFUL WINTER FAMINE bbox=[914, 95, 990, 120]
article-body: Coal has been discovered in a large area on the Styx River, between Rockhampton and Mackay.-Press Assn. bbox=[734, 1151, 900, 1167]
article-headline: LOSS OF ST. QUENTIN EXPECTED bbox=[586, 726, 700, 749]
lead-paragraph: The attention of the world to-day is focussed on the dramatic developments of the Allied offensive in the Balkans. Split in two, the Bulgarian armies are in disorderly retreat along a 100-mile front. The present situation is full of dramatic possibilities, particularly if the Serbians reach Veles and turn the Babuna Pass, in which case, it is stated, the Bulgars will be in a desperate position. In Palestine General Allenby's victorious troops have occupied the port of Haifa and Acre, while east of the Jordan Es Salt is in our hands. The full import of the Turkish disaster is reviewed in a long dispatch by Mr. W. T. Massey, who points out that the enormous losses of war material have left the Turkish command in a most serious predicament, since the Turkish munition works only manufacture small arms ammunition. bbox=[22, 582, 268, 682]
article-body: A wireless German official report states: "We repulsed attacks between southward of Villers Guislain and eastward of Epehy."-Aus.-N.Z. Cable Assn.-Reuter. bbox=[560, 581, 726, 604]
article-headline: HOW HAIFA WAS CAPTURED bbox=[345, 295, 493, 307]
article-headline: HAIFA AN IMPORTANT CAPTURE bbox=[334, 455, 504, 467]
article-headline: AFTER-WAR OBLIGATIONS TO SOLDIERS bbox=[918, 1382, 986, 1407]
received-time: (Rec. September 25, 10.10 p.m.) bbox=[378, 469, 460, 477]
column-6 bbox=[1004, 40, 1092, 1750]
article-subhead: FIRE IN AN HOTEL. bbox=[781, 734, 853, 743]
article-headline: BULGARS IN FULL FLIGHT bbox=[52, 700, 238, 716]
column-1 bbox=[22, 40, 268, 1750]
article-headline: THE BULGARIAN OFFICIAL REPORT bbox=[50, 1058, 240, 1070]
received-time: (Rec. September 25, 10.10 p.m.) bbox=[776, 246, 858, 254]
article-subhead: GOOD PROGRESS IN CONGRESS. bbox=[914, 1513, 990, 1530]
received-time: (Rec. September 25, 7.25 p.m.) bbox=[778, 513, 856, 521]
sub-headline: RETREAT ON 100-MILE FRONT bbox=[50, 239, 240, 287]
article-subhead: RAIDS AND LOCAL ACTIONS bbox=[590, 61, 696, 70]
article-headline: SPAIN AND GERMANY bbox=[909, 1155, 995, 1164]
article-headline: "FRIGHTFUL" METHODS IN BELGIUM bbox=[570, 1060, 716, 1083]
dateline: Brisbane, September 25. bbox=[839, 1140, 900, 1148]
article-subhead: FULL IMPORT OF TURKISH DISASTER REVIEWED bbox=[311, 201, 527, 225]
article-body: A French Eastern communique states: "Our pursuit continues on the whole front from Monastir to Veles. The enemy's columns, closely pursued and harassed by our cavalry, machine-gunned and bombed by our aeroplanes, are falling back in the greatest disorder towards Veles, Ishtip, and Strumnitza. The Allies are driving back the enemy upon the Albanian roads. The French cavalry entered Prilep and found the town intact. Immense booty has been seized. The Franco-Serbian forces are progressing northwards beyond the Prilep-Gradsko road, in the direction of the Prilep-Veles road. In the centre the Serbians who crossed the Vardar by a number of undamaged bridges between Demirkapu and Gradsko have established a big bridgehead north of the river. We occupy Krushevo, Kara Hadjali, Vozarci, and Ishtib. The right wing of the Allies, operating on both sides of the Vardar, has reached a line from Petrovo to Pardovica, Cheravti, and Kara Oglulas. The number of prisoners continues to increase. A considerable quantity of undamaged booty has been found everywhere. During September 22 twelve guns, including several heavy guns, were captured, and also a number of new aeroplanes, motor-cars, and big petrol and food dumps."-Aus.-N.Z. Cable Assn.-Reuter. bbox=[22, 769, 268, 876]
article-body: Mr. Samuel Hauser (ex-Postmaster-General for the Commonwealth) has arrived at Montreal. He says he is unofficially investigating the possibilities of reciprocal trade relations between Canada and Australia, and also social conditions in America, particularly the penal reforms and Prohibition. Mr. Hauser said that a comfortable trade policy between the Dominions would materially ease them economic warfare against other nations.-Aus.-N.Z. Cable Assn. bbox=[734, 854, 900, 915]
article-body: In the work of preparation for the war which was to Germanise the world there is at least one German family who can say that they did their job so thoroughly and efficiently that nobody could find fault. That family is the Baedeker family-the authors of the famous guide-books. Whether they were perfectly well aware they were part and parcel of the great conspiracy, or whether they were merely the innocent tools of their rulers, is a question on which politics evidences may be forthcoming one day. As they are a Saxon family, and are said to have some of the unpleasant characteristics of the Prussian, it is but charitable to assume that they had no other intention in the compiling of their guide-books than to provide material for the edification of the harmless tourist. Nevertheless, they succeeded in collecting between the pasteboard covers of their guide-books particulars of information about every country in the world which must have been of priceless value to the German General Staff in their war of conquest and spoliation. Also, in the process of compiling these works they must have obtained all manner of other information which it was considered advisable not to print, but which quite innocently, of course, found its way into the secret archives of the Wilhelmstrasse. bbox=[1004, 100, 1092, 338]
dateline: London, September 24. 5.30 p.m. bbox=[184, 1142, 268, 1150]
dateline: London, September 24. bbox=[841, 1214, 900, 1222]
article-headline: BULGAR ARMIES SPLIT IN TWO bbox=[62, 1203, 228, 1215]
article-subhead: IN FULL RETREAT ON 100-MILE FRONT bbox=[73, 1217, 217, 1226]
